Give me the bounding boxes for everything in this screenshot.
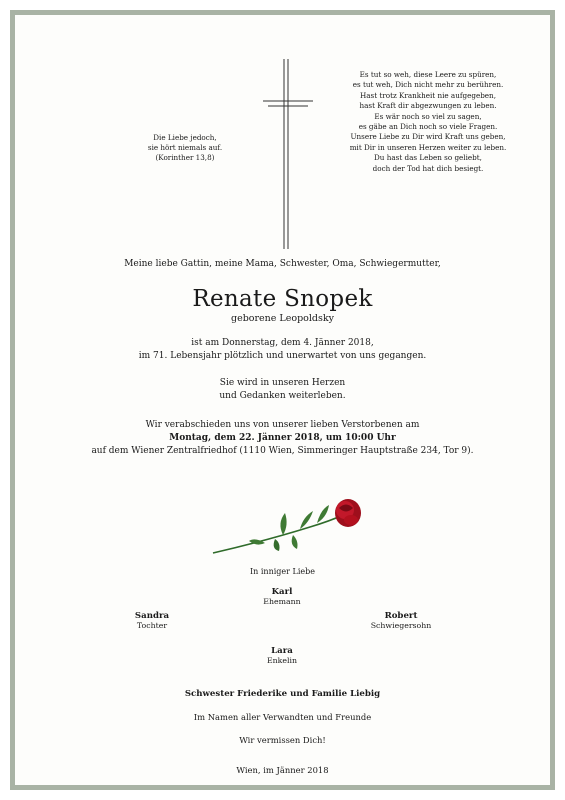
poem-line: Es wär noch so viel zu sagen, [374, 111, 482, 121]
mourner-sandra [72, 611, 232, 630]
maiden-name: geborene Leopoldsky [231, 313, 334, 324]
quote-line: sie hört niemals auf. [147, 143, 223, 152]
poem-line: doch der Tod hat dich besiegt. [372, 163, 484, 173]
funeral-info [15, 419, 550, 458]
memory-line: und Gedanken weiterleben. [219, 391, 346, 401]
family-line: Schwester Friederike und Familie Liebig [184, 689, 381, 699]
death-line: ist am Donnerstag, dem 4. Jänner 2018, [191, 338, 374, 348]
memory-line: Sie wird in unseren Herzen [219, 378, 346, 388]
obituary-card [10, 10, 555, 790]
mourner-name: Karl [271, 587, 293, 597]
rose-image [205, 493, 365, 568]
death-line: im 71. Lebensjahr plötzlich und unerwartet von uns gegangen. [138, 351, 427, 361]
intro-line: Meine liebe Gattin, meine Mama, Schwester, Oma, Schwiegermutter, [124, 259, 441, 269]
death-notice [15, 337, 550, 363]
mourner-robert [321, 611, 481, 630]
funeral-location: auf dem Wiener Zentralfriedhof (1110 Wien, Simmeringer Hauptstraße 234, Tor 9). [91, 446, 474, 456]
place-date: Wien, im Jänner 2018 [236, 765, 329, 775]
poem-line: Es tut so weh, diese Leere zu spüren, [359, 70, 497, 79]
mourners-heading: In inniger Liebe [250, 567, 315, 576]
poem-line: Hast trotz Krankheit nie aufgegeben, [360, 90, 496, 100]
mourner-karl [202, 587, 362, 606]
mourner-role: Enkelin [266, 656, 298, 665]
poem [333, 70, 523, 174]
cross-icon [258, 59, 318, 249]
mourner-name: Lara [271, 646, 293, 656]
relatives-line: Im Namen aller Verwandten und Freunde [193, 712, 372, 722]
mourner-lara [202, 646, 362, 665]
mourner-role: Tochter [136, 621, 168, 630]
mourner-name: Robert [384, 611, 418, 621]
memory-text [15, 377, 550, 403]
mourner-role: Ehemann [263, 597, 301, 606]
poem-line: mit Dir in unseren Herzen weiter zu leben. [349, 142, 507, 152]
quote-line: (Korinther 13,8) [155, 153, 215, 162]
poem-line: hast Kraft dir abgezwungen zu leben. [359, 101, 497, 111]
mourner-name: Sandra [134, 611, 170, 621]
poem-line: es tut weh, Dich nicht mehr zu berühren. [352, 80, 504, 90]
left-quote [125, 133, 245, 163]
poem-line: Du hast das Leben so geliebt, [374, 153, 482, 163]
poem-line: Unsere Liebe zu Dir wird Kraft uns geben, [350, 132, 506, 142]
funeral-line: Wir verabschieden uns von unserer lieben Verstorbenen am [145, 420, 420, 430]
deceased-name: Renate Snopek [192, 286, 373, 312]
funeral-date: Montag, dem 22. Jänner 2018, um 10:00 Uhr [169, 433, 396, 443]
poem-line: es gäbe an Dich noch so viele Fragen. [358, 122, 498, 132]
mourner-role: Schwiegersohn [370, 621, 432, 630]
quote-line: Die Liebe jedoch, [153, 133, 217, 142]
miss-line: Wir vermissen Dich! [239, 735, 326, 745]
